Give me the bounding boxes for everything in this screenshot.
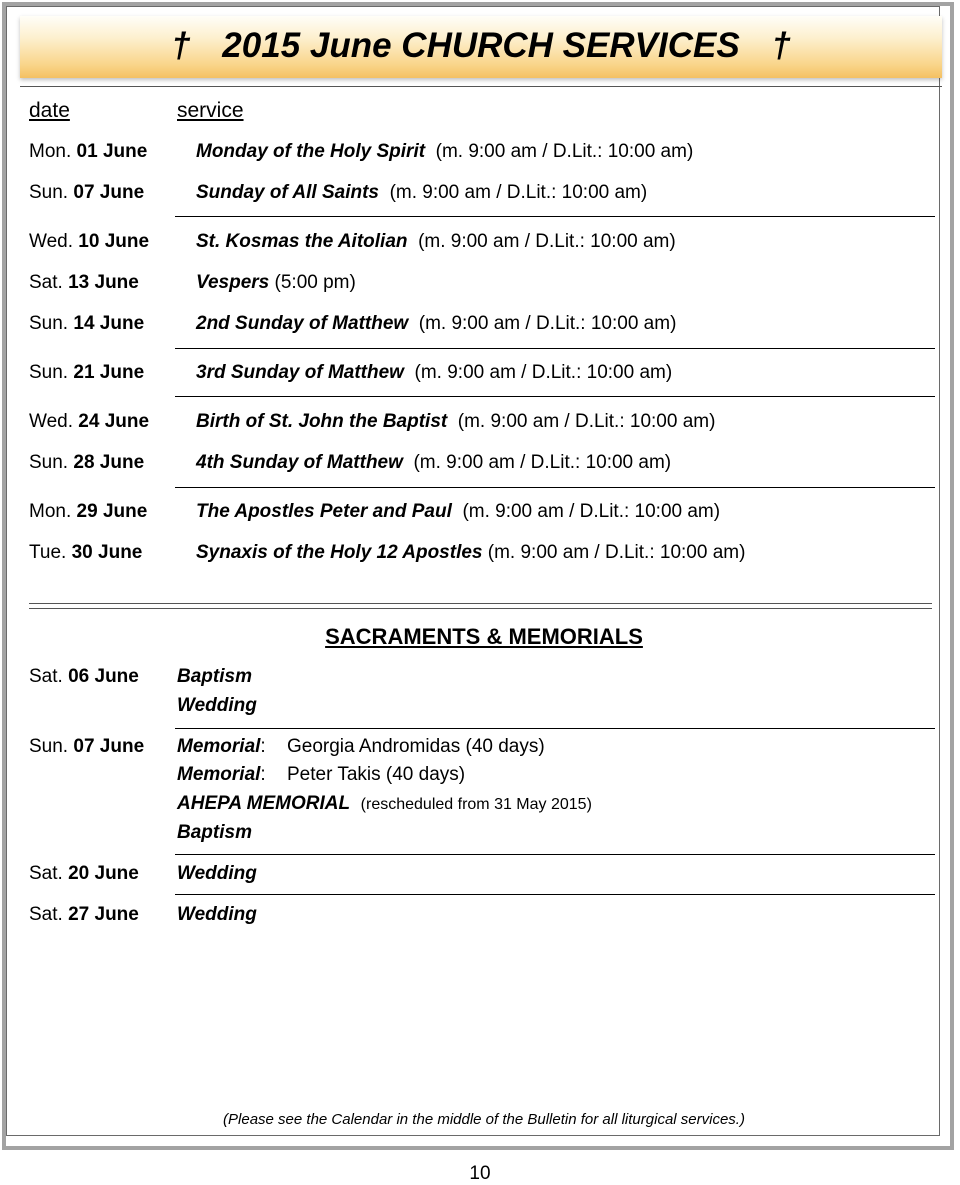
- divider: [175, 216, 935, 217]
- service-date: Mon. 29 June: [29, 501, 148, 522]
- service-text: Vespers (5:00 pm): [196, 272, 356, 293]
- sacrament-text: Wedding: [177, 695, 257, 716]
- service-date: Sun. 07 June: [29, 182, 145, 203]
- sacrament-date: Sat. 27 June: [29, 904, 139, 925]
- banner-underline: [20, 86, 942, 87]
- service-text: Synaxis of the Holy 12 Apostles (m. 9:00 am / D.Lit.: 10:00 am): [196, 542, 746, 563]
- date-column-header: date: [29, 99, 70, 122]
- service-date: Sun. 28 June: [29, 452, 145, 473]
- service-text: 3rd Sunday of Matthew (m. 9:00 am / D.Lit.: 10:00 am): [196, 362, 673, 383]
- memorial-name: Peter Takis (40 days): [287, 764, 466, 785]
- cross-right-icon: †: [771, 26, 791, 65]
- divider: [175, 894, 935, 895]
- page-number: 10: [469, 1163, 491, 1184]
- service-text: Birth of St. John the Baptist (m. 9:00 am / D.Lit.: 10:00 am): [196, 411, 716, 432]
- service-date: Sun. 21 June: [29, 362, 145, 383]
- service-text: St. Kosmas the Aitolian (m. 9:00 am / D.Lit.: 10:00 am): [196, 231, 676, 252]
- memorial-name: Georgia Andromidas (40 days): [287, 736, 545, 757]
- service-date: Sun. 14 June: [29, 313, 145, 334]
- sacrament-text: Memorial:: [177, 764, 266, 785]
- sacrament-date: Sat. 20 June: [29, 863, 139, 884]
- divider: [175, 348, 935, 349]
- sacrament-text: Baptism: [177, 666, 252, 687]
- cross-left-icon: †: [171, 26, 191, 65]
- service-column-header: service: [177, 99, 244, 122]
- service-date: Wed. 10 June: [29, 231, 150, 252]
- title-text: 2015 June CHURCH SERVICES: [222, 26, 740, 65]
- section-double-rule: [29, 603, 932, 609]
- service-date: Wed. 24 June: [29, 411, 150, 432]
- title-banner: [20, 16, 942, 78]
- page-frame-inner: [6, 6, 940, 1136]
- service-date: Tue. 30 June: [29, 542, 143, 563]
- divider: [175, 728, 935, 729]
- sacrament-text: Baptism: [177, 822, 252, 843]
- sacrament-text: AHEPA MEMORIAL (rescheduled from 31 May 2015): [177, 793, 592, 814]
- service-text: The Apostles Peter and Paul (m. 9:00 am / D.Lit.: 10:00 am): [196, 501, 721, 522]
- page-title: [20, 26, 942, 66]
- sacraments-title: SACRAMENTS & MEMORIALS: [325, 624, 643, 649]
- sacrament-date: Sat. 06 June: [29, 666, 139, 687]
- service-text: 4th Sunday of Matthew (m. 9:00 am / D.Lit.: 10:00 am): [196, 452, 672, 473]
- service-text: Monday of the Holy Spirit (m. 9:00 am / D.Lit.: 10:00 am): [196, 141, 694, 162]
- divider: [175, 487, 935, 488]
- sacrament-text: Wedding: [177, 863, 257, 884]
- divider: [175, 854, 935, 855]
- footnote: (Please see the Calendar in the middle of the Bulletin for all liturgical services.): [223, 1111, 745, 1128]
- service-date: Sat. 13 June: [29, 272, 139, 293]
- service-date: Mon. 01 June: [29, 141, 148, 162]
- service-text: Sunday of All Saints (m. 9:00 am / D.Lit.: 10:00 am): [196, 182, 648, 203]
- service-text: 2nd Sunday of Matthew (m. 9:00 am / D.Lit.: 10:00 am): [196, 313, 677, 334]
- sacrament-date: Sun. 07 June: [29, 736, 145, 757]
- divider: [175, 396, 935, 397]
- sacrament-text: Memorial:: [177, 736, 266, 757]
- sacrament-text: Wedding: [177, 904, 257, 925]
